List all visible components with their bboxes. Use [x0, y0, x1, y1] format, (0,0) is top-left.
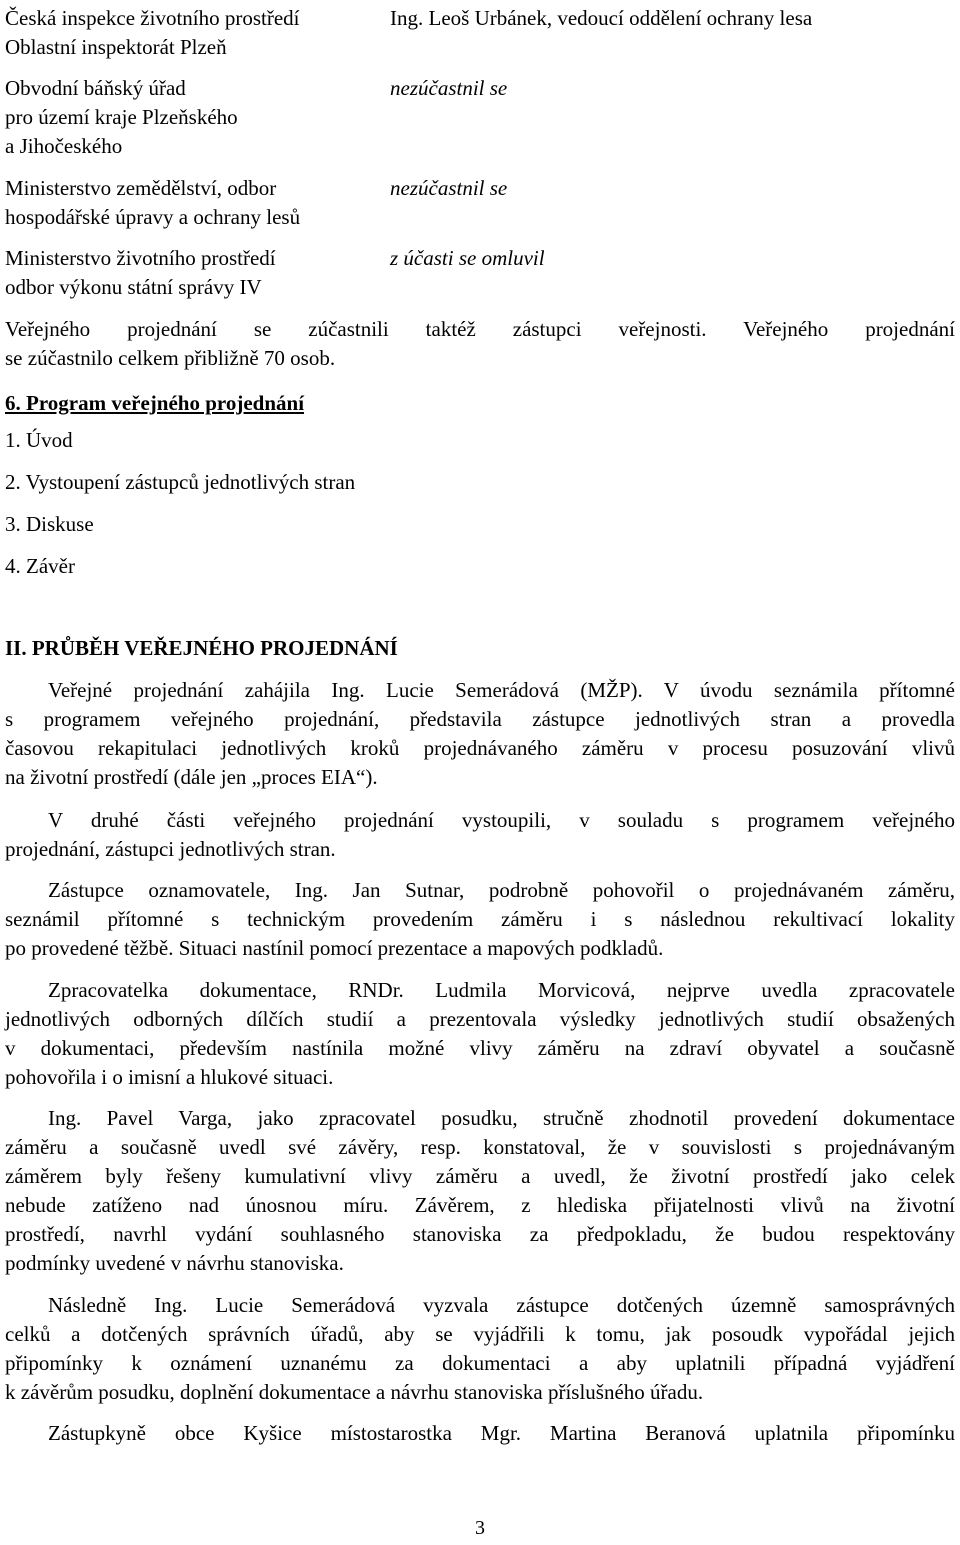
organization-line: Ministerstvo životního prostředí: [5, 246, 276, 270]
text-line: projednání, zástupci jednotlivých stran.: [5, 837, 336, 861]
attendance-row: [5, 74, 955, 161]
paragraph: [5, 876, 955, 963]
organization-line: odbor výkonu státní správy IV: [5, 275, 262, 299]
text-line: jednotlivých odborných dílčích studií a prezentovala výsledky jednotlivých studií obsažených: [5, 1007, 955, 1031]
attendance-row: [5, 174, 955, 232]
organization-name: [5, 244, 390, 302]
paragraph: [5, 676, 955, 792]
text-line: Následně Ing. Lucie Semerádová vyzvala zástupce dotčených územně samosprávných: [48, 1293, 955, 1317]
representative: Ing. Leoš Urbánek, vedoucí oddělení ochrany lesa: [390, 6, 813, 30]
text-line: s programem veřejného projednání, představila zástupce jednotlivých stran a provedla: [5, 707, 955, 731]
text-line: připomínky k oznámení uznanému za dokumentaci a aby uplatnili případná vyjádření: [5, 1351, 955, 1375]
text-line: Zpracovatelka dokumentace, RNDr. Ludmila Morvicová, nejprve uvedla zpracovatele: [48, 978, 955, 1002]
organization-name: [5, 74, 390, 161]
text-line: pohovořila i o imisní a hlukové situaci.: [5, 1065, 334, 1089]
text-line: k závěrům posudku, doplnění dokumentace a návrhu stanoviska příslušného úřadu.: [5, 1380, 704, 1404]
text-line: Zástupce oznamovatele, Ing. Jan Sutnar, podrobně pohovořil o projednávaném záměru,: [48, 878, 955, 902]
attendance-row: [5, 244, 955, 302]
text-line: Veřejné projednání zahájila Ing. Lucie Semerádová (MŽP). V úvodu seznámila přítomné: [48, 678, 955, 702]
organization-line: Oblastní inspektorát Plzeň: [5, 35, 227, 59]
text-line: podmínky uvedené v návrhu stanoviska.: [5, 1251, 344, 1275]
program-item: 1. Úvod: [5, 428, 73, 452]
text-line: celků a dotčených správních úřadů, aby se vyjádřili k tomu, jak posoudk vypořádal jejich: [5, 1322, 955, 1346]
program-item: 3. Diskuse: [5, 512, 94, 536]
participation-paragraph: [5, 315, 955, 373]
text-line: v dokumentaci, především nastínila možné vlivy záměru na zdraví obyvatel a současně: [5, 1036, 955, 1060]
text-line: záměrem byly řešeny kumulativní vlivy záměru a uvedl, že životní prostředí jako celek: [5, 1164, 955, 1188]
paragraph: [5, 1104, 955, 1278]
text-line: Zástupkyně obce Kyšice místostarostka Mgr. Martina Beranová uplatnila připomínku: [48, 1421, 955, 1445]
organization-line: pro území kraje Plzeňského: [5, 105, 238, 129]
text-line: po provedené těžbě. Situaci nastínil pomocí prezentace a mapových podkladů.: [5, 936, 664, 960]
representative: nezúčastnil se: [390, 176, 508, 200]
text-line: Veřejného projednání se zúčastnili taktéž zástupci veřejnosti. Veřejného projednání: [5, 317, 955, 341]
text-line: prostředí, navrhl vydání souhlasného stanoviska za předpokladu, že budou respektovány: [5, 1222, 955, 1246]
text-line: V druhé části veřejného projednání vystoupili, v souladu s programem veřejného: [48, 808, 955, 832]
text-line: na životní prostředí (dále jen „proces EIA“).: [5, 765, 378, 789]
section-heading: II. PRŮBĚH VEŘEJNÉHO PROJEDNÁNÍ: [5, 636, 398, 660]
program-item: 2. Vystoupení zástupců jednotlivých stran: [5, 470, 356, 494]
representative: z účasti se omluvil: [390, 246, 545, 270]
text-line: záměru a současně uvedl své závěry, resp. konstatoval, že v souvislosti s projednávaným: [5, 1135, 955, 1159]
organization-line: hospodářské úpravy a ochrany lesů: [5, 205, 301, 229]
paragraph: [5, 806, 955, 864]
text-line: seznámil přítomné s technickým provedením záměru i s následnou rekultivací lokality: [5, 907, 955, 931]
organization-line: a Jihočeského: [5, 134, 123, 158]
attendance-row: [5, 4, 955, 62]
organization-name: [5, 174, 390, 232]
representative: nezúčastnil se: [390, 76, 508, 100]
paragraph: [5, 1419, 955, 1448]
text-line: Ing. Pavel Varga, jako zpracovatel posudku, stručně zhodnotil provedení dokumentace: [48, 1106, 955, 1130]
text-line: časovou rekapitulaci jednotlivých kroků projednávaného záměru v procesu posuzování vlivů: [5, 736, 955, 760]
page-number: 3: [475, 1517, 485, 1539]
organization-line: Ministerstvo zemědělství, odbor: [5, 176, 277, 200]
section-heading: 6. Program veřejného projednání: [5, 391, 305, 415]
organization-line: Česká inspekce životního prostředí: [5, 6, 300, 30]
organization-line: Obvodní báňský úřad: [5, 76, 186, 100]
program-section: [5, 387, 955, 587]
program-item: 4. Závěr: [5, 554, 75, 578]
section-two-heading-wrap: [5, 634, 955, 663]
paragraph: [5, 976, 955, 1092]
organization-name: [5, 4, 390, 62]
paragraph: [5, 1291, 955, 1407]
text-line: nebude zatíženo nad únosnou míru. Závěrem, z hlediska přijatelnosti vlivů na životní: [5, 1193, 955, 1217]
text-line: se zúčastnilo celkem přibližně 70 osob.: [5, 346, 336, 370]
